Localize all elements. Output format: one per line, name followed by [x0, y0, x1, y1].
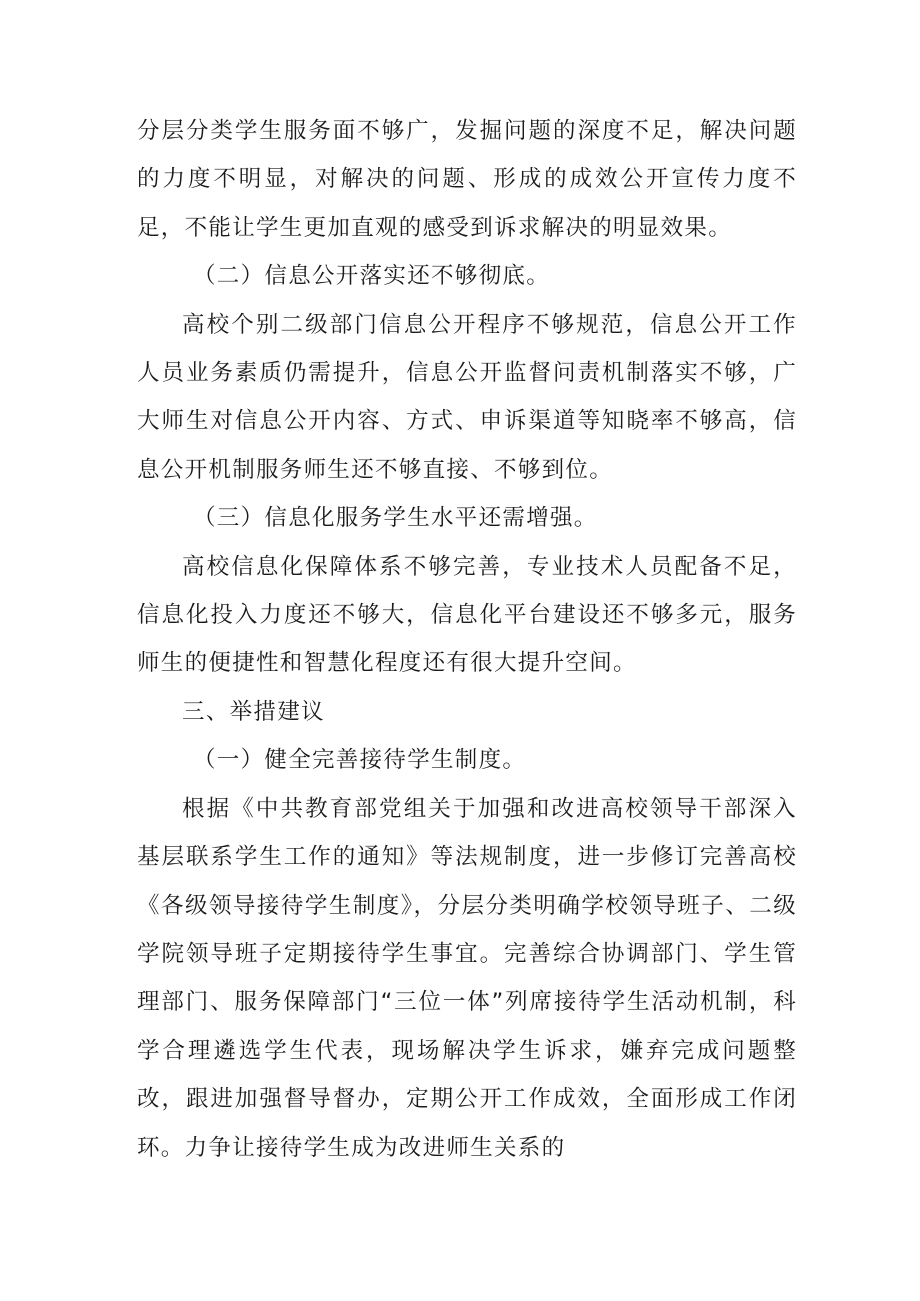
subheading-reception-system: （一）健全完善接待学生制度。: [193, 747, 527, 774]
paragraph-reception-system: 根据《中共教育部党组关于加强和改进高校领导干部深入基层联系学生工作的通知》等法规制度，进一步修订完善高校《各级领导接待学生制度》，分层分类明确学校领导班子、二级学院领导班子定期接待学生事宜。完善综合协调部门、学生管理部门、服务保障部门“三位一体”列席接待学生活动机制，科学合理遴选学生代表，现场解决学生诉求，嫌弃完成问题整改，跟进加强督导督办，定期公开工作成效，全面形成工作闭环。力争让接待学生成为改进师生关系的: [137, 795, 797, 1161]
document-body: [137, 107, 797, 1172]
section-heading-measures: 三、举措建议: [182, 698, 325, 725]
paragraph-informatization: 高校信息化保障体系不够完善，专业技术人员配备不足，信息化投入力度还不够大，信息化平台建设还不够多元，服务师生的便捷性和智慧化程度还有很大提升空间。: [137, 553, 797, 677]
paragraph-info-disclosure: 高校个别二级部门信息公开程序不够规范，信息公开工作人员业务素质仍需提升，信息公开监督问责机制落实不够，广大师生对信息公开内容、方式、申诉渠道等知晓率不够高，信息公开机制服务师生还不够直接、不够到位。: [137, 311, 797, 483]
subheading-informatization: （三）信息化服务学生水平还需增强。: [193, 505, 598, 532]
paragraph-continuation: 分层分类学生服务面不够广，发掘问题的深度不足，解决问题的力度不明显，对解决的问题、形成的成效公开宣传力度不足，不能让学生更加直观的感受到诉求解决的明显效果。: [137, 118, 797, 241]
subheading-info-disclosure: （二）信息公开落实还不够彻底。: [193, 263, 551, 290]
